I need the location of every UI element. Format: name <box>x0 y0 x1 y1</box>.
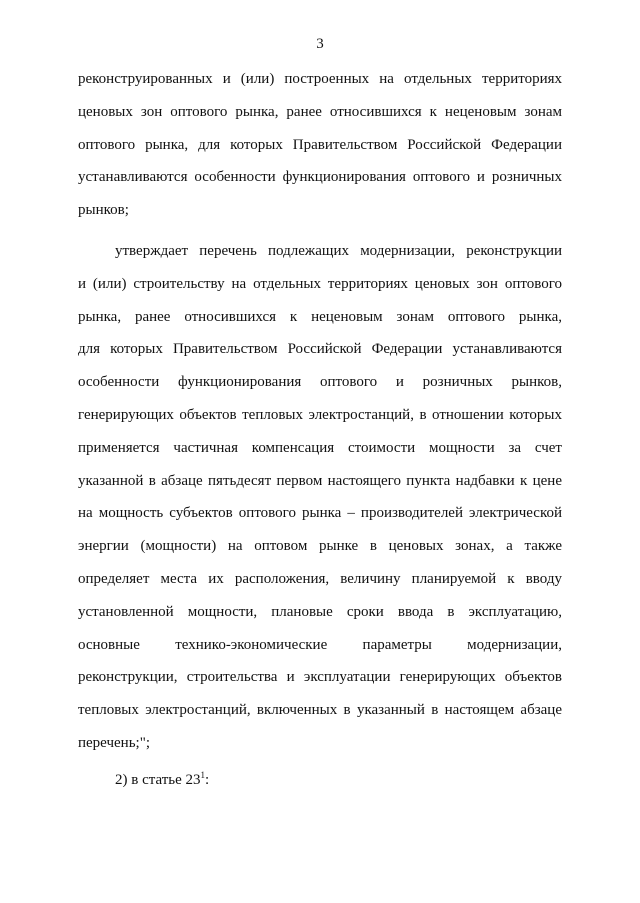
text-line: реконструкции, строительства и эксплуатации генерирующих объектов <box>78 669 562 686</box>
text-line: генерирующих объектов тепловых электростанций, в отношении которых <box>78 406 562 423</box>
article-item-suffix: : <box>205 772 210 788</box>
text-line <box>78 771 562 804</box>
text-line: ценовых зон оптового рынка, ранее относившихся к неценовым зонам <box>78 103 562 120</box>
page-number: 3 <box>316 36 324 52</box>
text-line: рынков; <box>78 202 129 219</box>
text-line: утверждает перечень подлежащих модернизации, реконструкции <box>115 243 562 259</box>
text-line: оптового рынка, для которых Правительством Российской Федерации <box>78 136 562 153</box>
text-line: основные технико-экономические параметры модернизации, <box>78 636 562 653</box>
article-superscript: 1 <box>200 770 206 780</box>
paragraph-list-approval <box>78 242 562 767</box>
article-item-text: 2) в статье 23 <box>115 772 201 788</box>
text-line: перечень;"; <box>78 734 150 751</box>
text-line: и (или) строительству на отдельных территориях ценовых зон оптового <box>78 275 562 292</box>
text-line: на мощность субъектов оптового рынка – производителей электрической <box>78 505 562 522</box>
text-line: для которых Правительством Российской Федерации устанавливаются <box>78 341 562 358</box>
text-line: устанавливаются особенности функционирования оптового и розничных <box>78 169 562 186</box>
text-line: рынка, ранее относившихся к неценовым зонам оптового рынка, <box>78 308 562 325</box>
text-line: реконструированных и (или) построенных на отдельных территориях <box>78 71 562 87</box>
paragraph-continuation <box>78 70 562 234</box>
text-line: применяется частичная компенсация стоимости мощности за счет <box>78 439 562 456</box>
text-line: тепловых электростанций, включенных в указанный в настоящем абзаце <box>78 702 562 719</box>
text-line: энергии (мощности) на оптовом рынке в ценовых зонах, а также <box>78 538 562 555</box>
text-line: указанной в абзаце пятьдесят первом настоящего пункта надбавки к цене <box>78 472 562 489</box>
paragraph-article-item <box>78 771 562 804</box>
text-line: установленной мощности, плановые сроки ввода в эксплуатацию, <box>78 603 562 620</box>
text-line: определяет места их расположения, величину планируемой к вводу <box>78 570 562 587</box>
text-line: особенности функционирования оптового и розничных рынков, <box>78 374 562 391</box>
